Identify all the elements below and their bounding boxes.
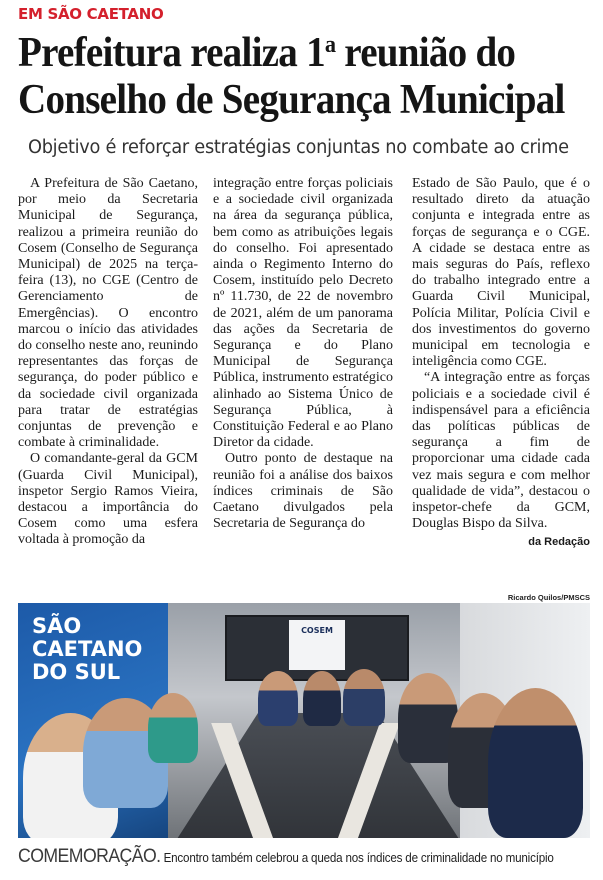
article-column-2	[213, 176, 393, 532]
photo-credit: Ricardo Quilos/PMSCS	[507, 593, 590, 602]
person	[488, 688, 583, 838]
paragraph: Estado de São Paulo, que é o resultado direto da atuação conjunta e integrada entre as forças de segurança e o CGE. A cidade se destaca entre as mais seguras do País, reflexo do trabalho integrado entre a Guarda Civil Municipal, Polícia Militar, Polícia Civil e dos investimentos do governo municipal em tecnologia e inteligência como CGE.	[412, 176, 590, 370]
paragraph: “A integração entre as forças policiais e a sociedade civil é indispensável para a eficiência das políticas públicas de segurança a fim de proporcionar uma cidade cada vez mais segura e com melhor qualidade de vida”, destacou o inspetor-chefe da GCM, Douglas Bispo da Silva.	[412, 370, 590, 532]
screen-logo: COSEM	[289, 620, 345, 670]
byline: da Redação	[528, 536, 590, 549]
paragraph: O comandante-geral da GCM (Guarda Civil Municipal), inspetor Sergio Ramos Vieira, destacou a importância do Cosem como uma esfera voltada à promoção da	[18, 451, 198, 548]
person	[148, 693, 198, 763]
caption-text: Encontro também celebrou a queda nos índices de criminalidade no município	[160, 851, 554, 865]
headline-ordinal: a	[324, 32, 336, 58]
photo-caption	[18, 846, 554, 868]
headline-line2: Conselho de Segurança Municipal	[18, 77, 565, 123]
article-column-3	[412, 176, 590, 549]
headline-line1: Prefeitura realiza 1	[18, 30, 325, 76]
subheadline: Objetivo é reforçar estratégias conjuntas no combate ao crime	[28, 137, 569, 158]
headline	[18, 30, 565, 124]
paragraph: Outro ponto de destaque na reunião foi a análise dos baixos índices criminais de São Caetano divulgados pela Secretaria de Segurança do	[213, 451, 393, 532]
headline-line1-end: reunião do	[335, 30, 516, 76]
meeting-photo	[18, 603, 590, 838]
person	[258, 671, 298, 726]
caption-lead: COMEMORAÇÃO.	[18, 846, 161, 867]
wall-sign: SÃO CAETANO DO SUL	[32, 614, 143, 684]
person	[303, 671, 341, 726]
paragraph: A Prefeitura de São Caetano, por meio da Secretaria Municipal de Segurança, realizou a primeira reunião do Cosem (Conselho de Segurança Municipal) de 2025 na terça-feira (13), no CGE (Centro de Gerenciamento de Emergências). O encontro marcou o início das atividades do conselho neste ano, reunindo representantes das forças de segurança, do poder público e da sociedade civil organizada para tratar de estratégias conjuntas de prevenção e combate à criminalidade.	[18, 176, 199, 451]
person	[343, 669, 385, 726]
section-kicker: EM SÃO CAETANO	[18, 5, 164, 23]
article-column-1	[18, 176, 198, 549]
paragraph: integração entre forças policiais e a sociedade civil organizada na área da segurança pública, bem como as atribuições legais do conselho. Foi apresentado ainda o Regimento Interno do Cosem, instituído pelo Decreto nº 11.730, de 22 de novembro de 2021, além de um panorama das ações da Secretaria de Segurança e do Plano Municipal de Segurança Pública, instrumento estratégico alinhado ao Sistema Único de Segurança Pública, à Constituição Federal e ao Plano Diretor da cidade.	[213, 176, 394, 451]
